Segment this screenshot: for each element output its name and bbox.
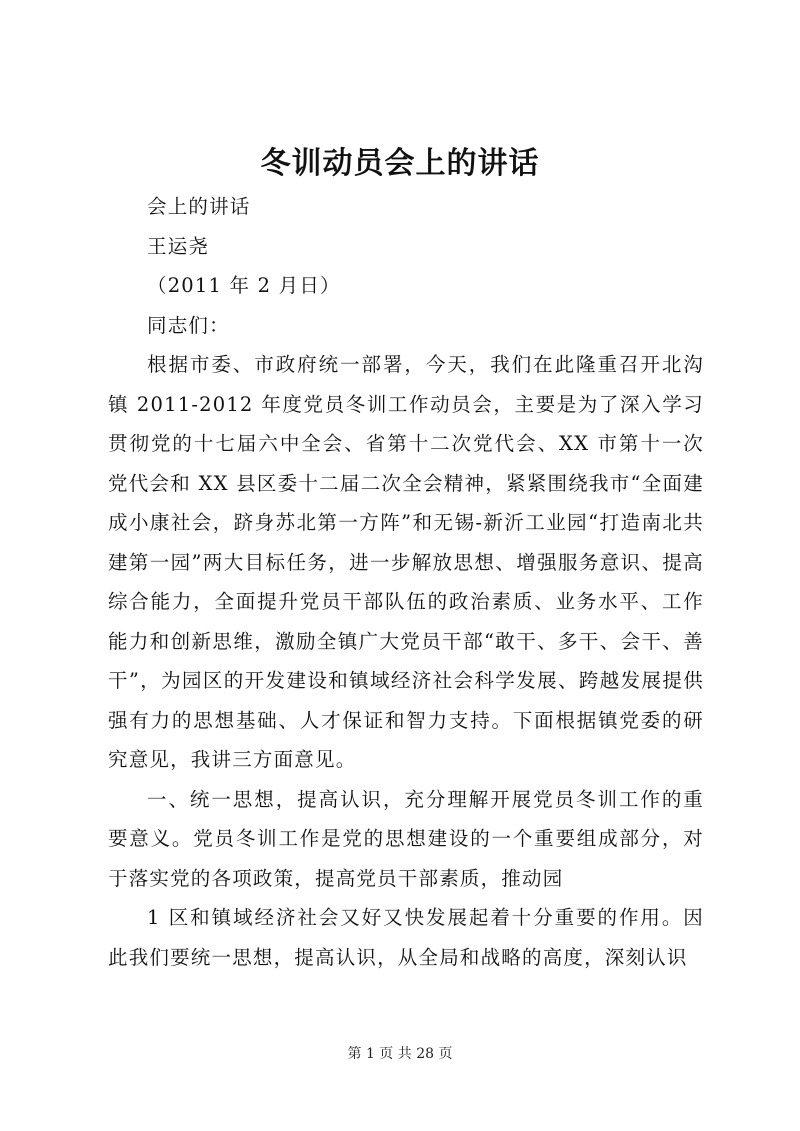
paragraph-continuation: 1 区和镇域经济社会又好又快发展起着十分重要的作用。因此我们要统一思想，提高认识，从全局和战略的高度，深刻认识 bbox=[108, 906, 704, 969]
document-body bbox=[108, 187, 704, 977]
paragraph-salutation: 同志们： bbox=[147, 313, 230, 337]
paragraph-date: （2011 年 2 月日） bbox=[147, 274, 341, 297]
document-title: 冬训动员会上的讲话 bbox=[260, 146, 540, 181]
paragraph-author: 王运尧 bbox=[147, 234, 210, 258]
paragraph-intro: 根据市委、市政府统一部署，今天，我们在此隆重召开北沟镇 2011-2012 年度党员冬训工作动员会，主要是为了深入学习贯彻党的十七届六中全会、省第十二次党代会、XX 市第十一次党代会和 XX 县区委十二届二次全会精神，紧紧围绕我市“全面建成小康社会，跻身苏北第一方阵”和无锡-新沂工业园“打造南北共建第一园”两大目标任务，进一步解放思想、增强服务意识、提高综合能力，全面提升党员干部队伍的政治素质、业务水平、工作能力和创新思维，激励全镇广大党员干部“敢干、多干、会干、善干”，为园区的开发建设和镇域经济社会科学发展、跨越发展提供强有力的思想基础、人才保证和智力支持。下面根据镇党委的研究意见，我讲三方面意见。 bbox=[108, 353, 704, 771]
paragraph-section-one: 一、统一思想，提高认识，充分理解开展党员冬训工作的重要意义。党员冬训工作是党的思想建设的一个重要组成部分，对于落实党的各项政策，提高党员干部素质，推动园 bbox=[108, 787, 704, 890]
page-footer: 第 1 页 共 28 页 bbox=[347, 1046, 453, 1062]
paragraph-subtitle: 会上的讲话 bbox=[147, 195, 251, 218]
